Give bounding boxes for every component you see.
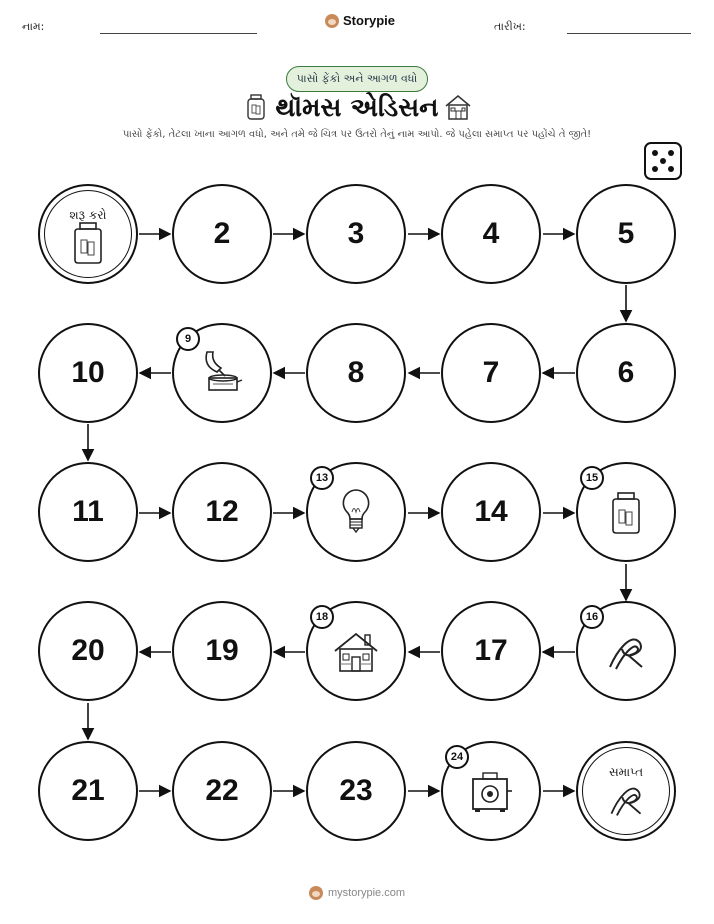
cell-number: 14 <box>474 495 508 528</box>
cell-13[interactable] <box>306 462 406 562</box>
cell-18[interactable] <box>306 601 406 701</box>
instruction-pill: પાસો ફેંકો અને આગળ વધો <box>286 66 428 92</box>
cell-number: 21 <box>71 774 105 807</box>
safe-icon <box>469 771 513 817</box>
date-label: તારીખ: <box>494 20 526 33</box>
cell-badge: 16 <box>580 605 604 629</box>
cell-start[interactable] <box>38 184 138 284</box>
cell-3[interactable] <box>306 184 406 284</box>
cell-number: 5 <box>617 217 635 250</box>
cell-17[interactable] <box>441 601 541 701</box>
cell-21[interactable] <box>38 741 138 841</box>
cell-24[interactable] <box>441 741 541 841</box>
cell-number: 6 <box>617 356 635 389</box>
cell-number: 7 <box>482 356 500 389</box>
cell-14[interactable] <box>441 462 541 562</box>
name-label: નામ: <box>22 20 45 33</box>
cell-22[interactable] <box>172 741 272 841</box>
cell-8[interactable] <box>306 323 406 423</box>
bear-icon <box>309 886 323 900</box>
cell-number: 20 <box>71 634 105 667</box>
cell-9[interactable] <box>172 323 272 423</box>
cell-2[interactable] <box>172 184 272 284</box>
cell-badge: 24 <box>445 745 469 769</box>
page-title: થૉમસ એડિસન <box>275 93 439 123</box>
cell-number: 3 <box>347 217 365 250</box>
house-icon <box>332 631 380 677</box>
jar-icon <box>71 222 105 268</box>
cell-number: 22 <box>205 774 239 807</box>
cell-number: 19 <box>205 634 239 667</box>
cell-badge: 15 <box>580 466 604 490</box>
footer-site[interactable]: mystorypie.com <box>327 887 406 899</box>
brand-name: Storypie <box>343 13 396 28</box>
cell-20[interactable] <box>38 601 138 701</box>
cell-number: 23 <box>339 774 373 807</box>
cell-4[interactable] <box>441 184 541 284</box>
cell-finish[interactable] <box>576 741 676 841</box>
cell-badge: 13 <box>310 466 334 490</box>
finish-label: સમાપ્ત <box>608 765 644 779</box>
filament-loop-icon <box>604 633 648 675</box>
cell-10[interactable] <box>38 323 138 423</box>
cell-16[interactable] <box>576 601 676 701</box>
cell-23[interactable] <box>306 741 406 841</box>
cell-6[interactable] <box>576 323 676 423</box>
cell-number: 17 <box>474 634 508 667</box>
cell-number: 10 <box>71 356 105 389</box>
cell-5[interactable] <box>576 184 676 284</box>
cell-number: 2 <box>213 217 231 250</box>
cell-badge: 18 <box>310 605 334 629</box>
phonograph-icon <box>199 348 245 398</box>
cell-15[interactable] <box>576 462 676 562</box>
cell-7[interactable] <box>441 323 541 423</box>
cell-badge: 9 <box>176 327 200 351</box>
cell-19[interactable] <box>172 601 272 701</box>
light-bulb-icon <box>339 487 373 537</box>
cell-11[interactable] <box>38 462 138 562</box>
cell-number: 12 <box>205 495 239 528</box>
instructions-text: પાસો ફેંકો, તેટલા ખાના આગળ વધો, અને તમે જે ચિત્ર પર ઉતરો તેનું નામ આપો. જે પહેલા સમાપ્ત પર પહોંચે તે જીતે! <box>122 129 592 140</box>
jar-icon <box>609 492 643 538</box>
footer <box>0 886 714 900</box>
cell-number: 8 <box>347 356 365 389</box>
cell-number: 4 <box>482 217 500 250</box>
start-label: શરૂ કરો <box>69 208 107 222</box>
cell-12[interactable] <box>172 462 272 562</box>
filament-loop-icon <box>606 782 646 822</box>
cell-number: 11 <box>72 495 104 528</box>
